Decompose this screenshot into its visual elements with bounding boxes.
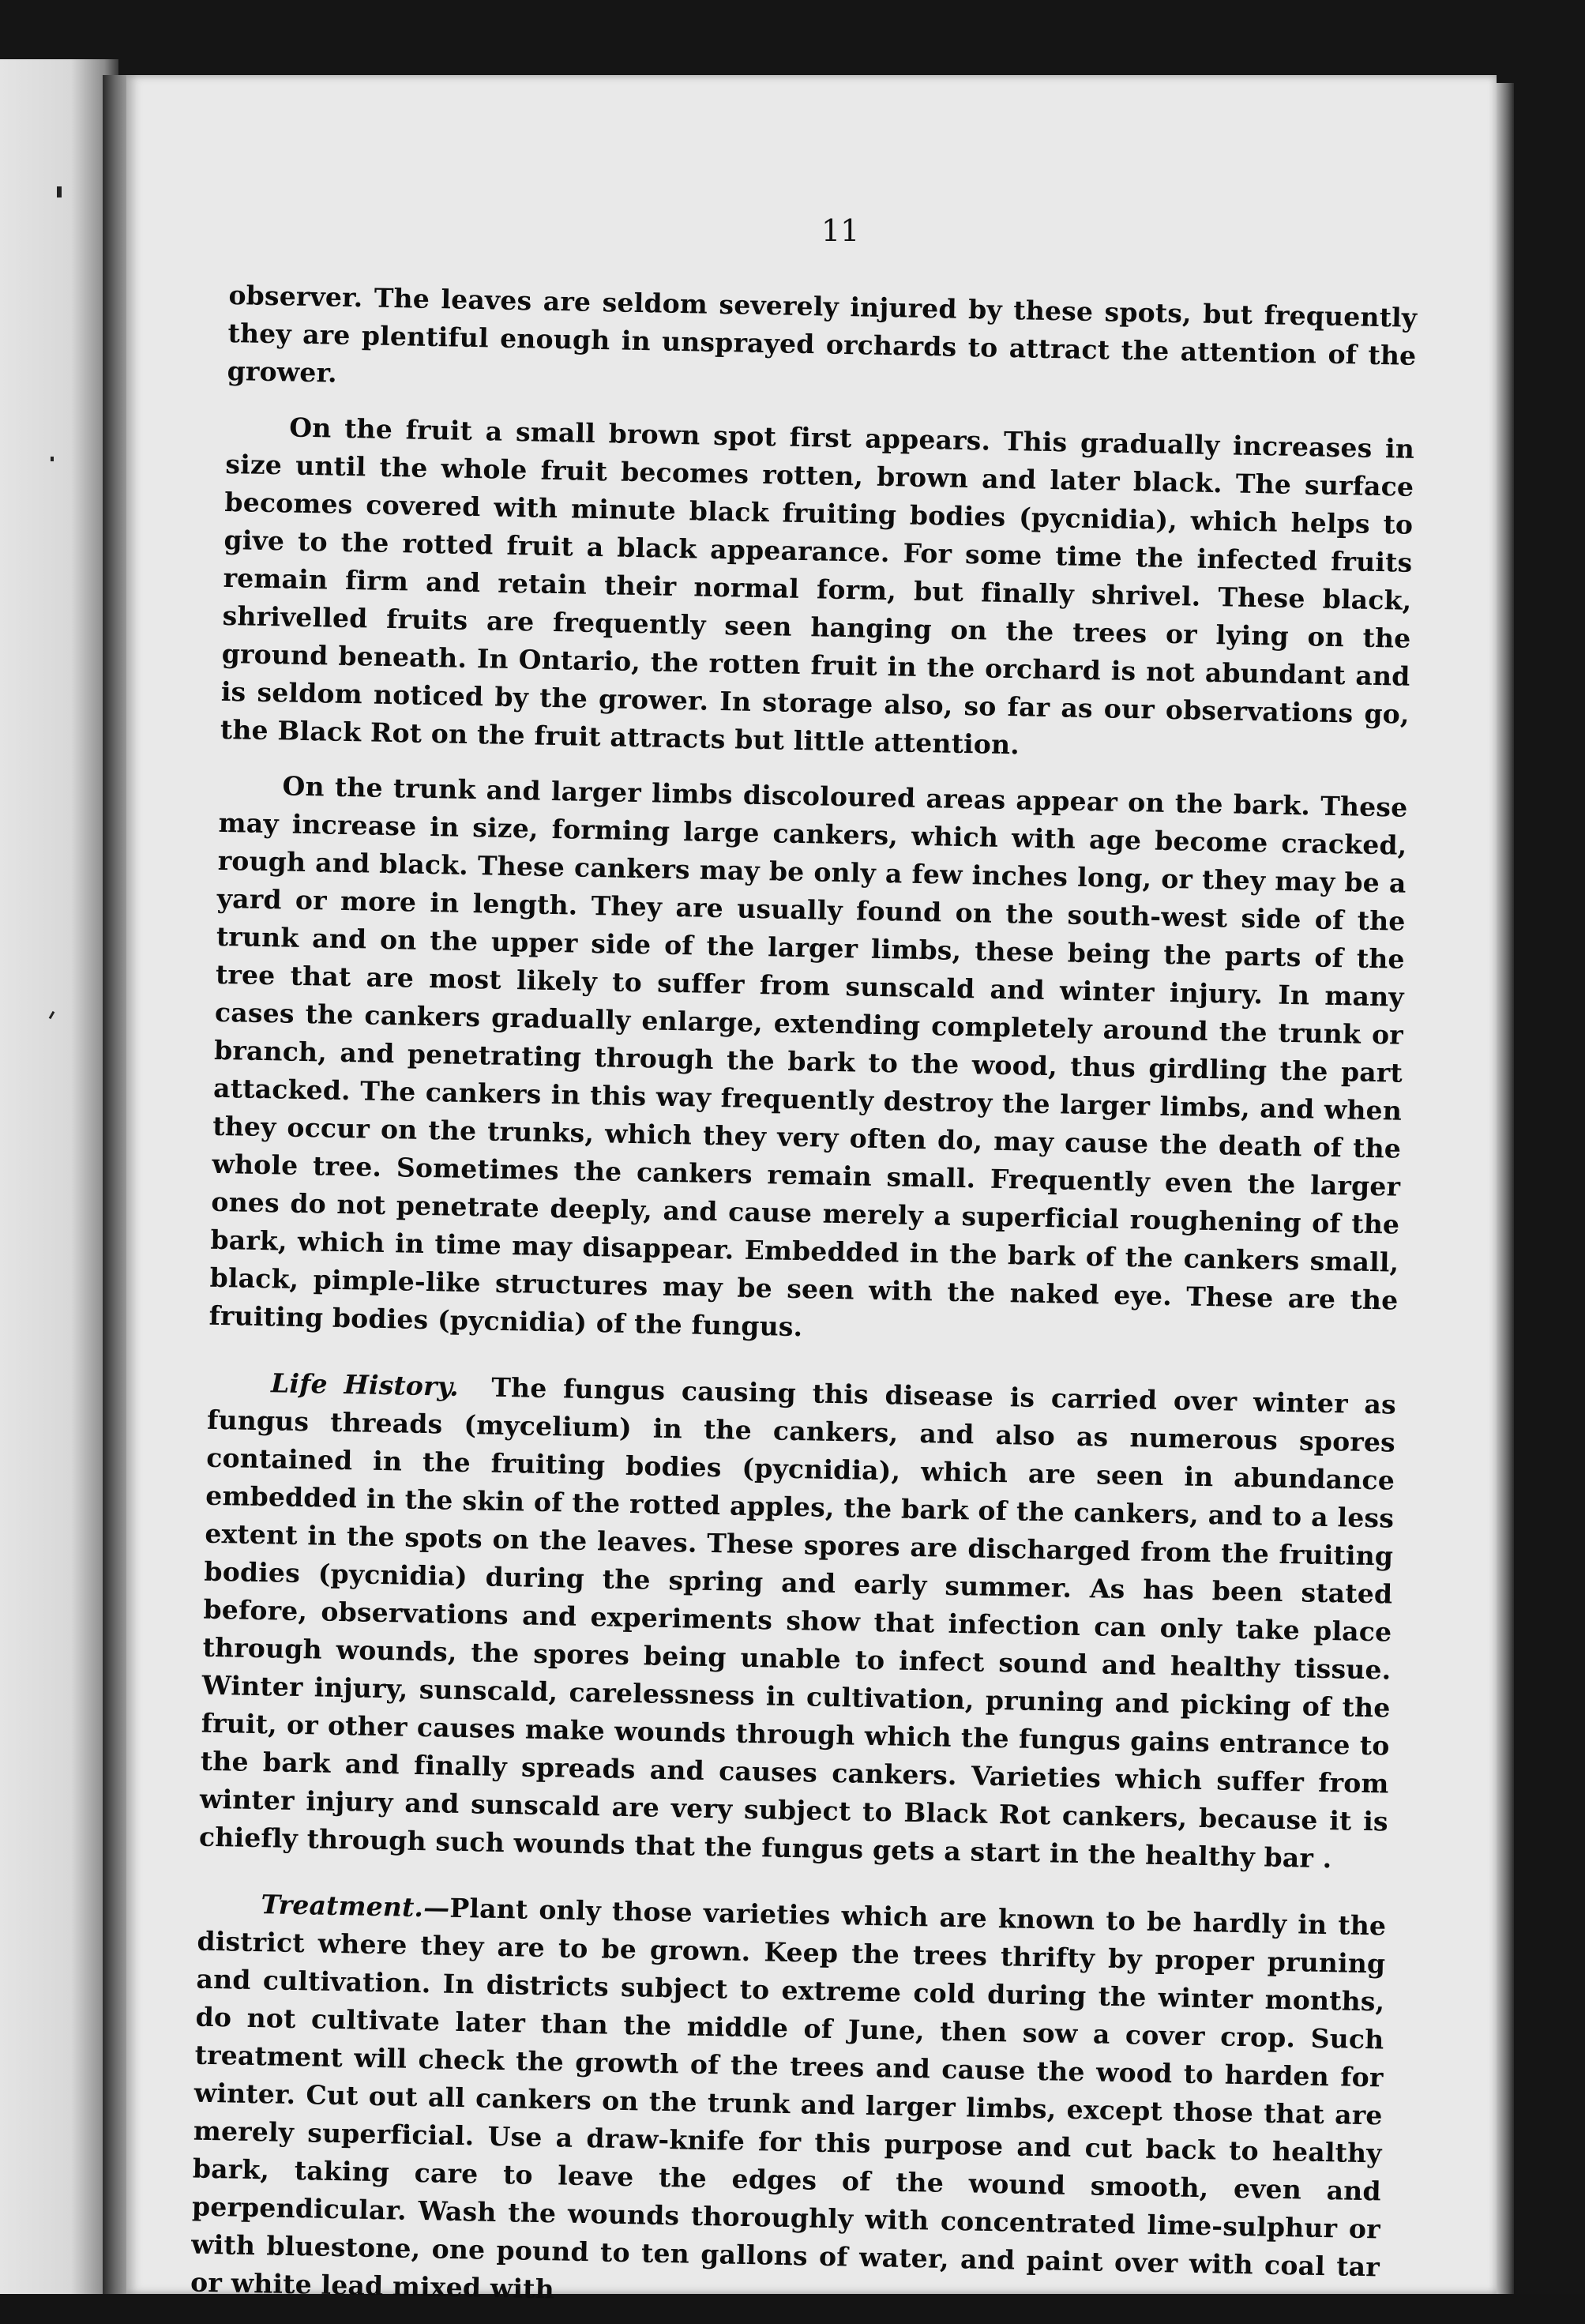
section-heading-treatment: Treatment.— [261,1889,450,1924]
paragraph-treatment [190,1885,1387,2324]
paragraph-text: The fungus causing this disease is carried over winter as fungus threads (mycelium) in the cankers, and also as numerous spores contained in the fruiting bodies (pycnidia), which are seen in abundance embedded in the skin of the rotted apples, the bark of the cankers, and to a less extent in the spots on the leaves. These spores are discharged from the fruiting bodies (pycnidia) during the spring and early summer. As has been stated before, observations and experiments show that infection can only take place through wounds, the spores being unable to infect sound and healthy tissue. Winter injury, sunscald, carelessness in cultivation, pruning and picking of the fruit, or other causes make wounds through which the fungus gains entrance to the bark and finally spreads and causes cankers. Varieties which suffer from winter injury and sunscald are very subject to Black Rot cankers, because it is chiefly through such wounds that the fungus gets a start in the healthy bar . [198,1371,1397,1875]
page-number: 11 [821,213,860,248]
page-right-edge [1497,83,1514,2294]
paragraph-1 [227,276,1417,413]
margin-mark [57,186,62,197]
paragraph-3 [208,766,1408,1358]
paragraph-2 [220,408,1415,772]
body-text [190,276,1418,2324]
facing-page-edge [0,59,118,2294]
paragraph-text: observer. The leaves are seldom severely injured by these spots, but frequently they are plentiful enough in unsprayed orchards to attract the attention of the grower. [227,279,1418,389]
paragraph-text: On the fruit a small brown spot first appears. This gradually increases in size until the whole fruit becomes rotten, brown and later black. The surface becomes covered with minute black fruiting bodies (pycnidia), which helps to give to the rotted fruit a black appearance. For some time the infected fruits remain firm and retain their normal form, but finally shrivel. These black, shrivelled fruits are frequently seen hanging on the trees or lying on the ground beneath. In Ontario, the rotten fruit in the orchard is not abundant and is seldom noticed by the grower. In storage also, so far as our observations go, the Black Rot on the fruit attracts but little attention. [220,412,1415,761]
paragraph-text: Plant only those varieties which are known to be hardly in the district where they are to be grown. Keep the trees thrifty by proper pruning and cultivation. In districts subject to extreme cold during the winter months, do not cultivate later than the middle of June, then sow a cover crop. Such treatment will check the growth of the trees and cause the wood to harden for winter. Cut out all cankers on the trunk and larger limbs, except those that are merely superficial. Use a draw-knife for this purpose and cut back to healthy bark, taking care to leave the edges of the wound smooth, even and perpendicular. Wash the wounds thoroughly with concentrated lime-sulphur or with bluestone, one pound to ten gallons of water, and paint over with coal tar or white lead mixed with [190,1892,1387,2305]
margin-mark [51,457,54,461]
section-heading-life-history: Life History. [270,1367,460,1402]
paragraph-life-history [199,1363,1397,1879]
paragraph-text: On the trunk and larger limbs discoloured areas appear on the bark. These may increase in size, forming large cankers, which with age become cracked, rough and black. These cankers may be only a few inches long, or they may be a yard or more in length. They are usually found on the south-west side of the trunk and on the upper side of the larger limbs, these being the parts of the tree that are most likely to suffer from sunscald and winter injury. In many cases the cankers gradually enlarge, extending completely around the trunk or branch, and penetrating through the bark to the wood, thus girdling the part attacked. The cankers in this way frequently destroy the larger limbs, and when they occur on the trunks, which they very often do, may cause the death of the whole tree. Sometimes the cankers remain small. Frequently even the larger ones do not penetrate deeply, and cause merely a superficial roughening of the bark, which in time may disappear. Embedded in the bark of the cankers small, black, pimple-like structures may be seen with the naked eye. These are the fruiting bodies (pycnidia) of the fungus. [208,770,1408,1343]
